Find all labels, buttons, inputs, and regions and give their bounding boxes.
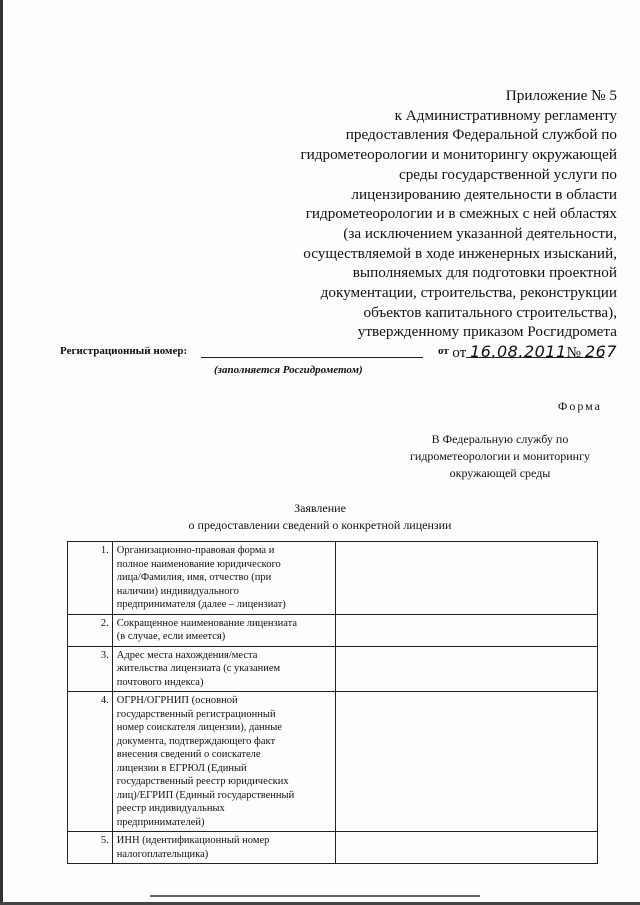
row-description-line: государственный регистрационный [116,708,276,720]
table-row [68,832,598,864]
appendix-line: Приложение № 5 [505,87,617,104]
row-value-cell[interactable] [335,692,597,832]
appendix-header [237,86,617,363]
table-row [68,646,598,692]
appendix-line: (за исключением указанной деятельности, [343,224,617,242]
appendix-line: к Административному регламенту [394,106,617,124]
appendix-line: предоставления Федеральной службой по [345,126,617,144]
row-description-line: лица/Фамилия, имя, отчество (при [116,572,272,583]
order-number-handwritten: 267 [584,342,617,362]
row-description [112,646,335,692]
scan-mark-bottom [150,895,480,897]
row-description [112,542,335,615]
registration-note: (заполняется Росгидрометом) [214,364,363,376]
table-row [68,692,598,832]
row-number: 2. [68,614,113,646]
row-description-line: ИНН (идентификационный номер [116,835,270,846]
row-description [112,614,335,646]
order-number-sign: № [566,344,582,362]
appendix-line: документации, строительства, реконструкции [320,284,617,302]
row-description-line: Адрес места нахождения/места [116,649,258,661]
statement-title: Заявление [294,501,346,515]
row-description-line: (в случае, если имеется) [116,631,226,642]
row-description-line: лиц)/ЕГРИП (Единый государственный [116,789,295,801]
addressee-line: окружающей среды [449,466,551,480]
row-value-cell[interactable] [335,646,597,692]
row-description-line: лицензии в ЕГРЮЛ (Единый [116,762,247,774]
row-description-line: почтового индекса) [116,676,204,688]
row-description-line: предпринимателя (далее – лицензиат) [116,599,286,610]
row-value-cell[interactable] [335,832,597,864]
row-description-line: предпринимателей) [116,816,205,828]
row-description-line: Организационно-правовая форма и [116,545,275,556]
appendix-line: гидрометеорологии и мониторингу окружающей [300,146,617,164]
forma-label: Форма [557,399,602,413]
appendix-line: выполняемых для подготовки проектной [352,264,617,282]
row-description-line: ОГРН/ОГРНИП (основной [116,695,238,706]
table-row [68,542,598,615]
row-number: 1. [68,542,113,615]
license-info-table [67,541,598,864]
registration-label: Регистрационный номер: [60,345,188,357]
order-date-handwritten: 16.08.2011 [470,342,567,362]
row-description-line: наличии) индивидуального [116,585,239,597]
row-description-line: полное наименование юридического [116,558,281,570]
addressee-block [400,431,600,482]
row-number: 3. [68,646,113,692]
addressee-line: В Федеральную службу по [431,432,569,446]
row-description-line: жительства лицензиата (с указанием [116,663,281,674]
row-description-line: реестр индивидуальных [116,803,225,814]
row-description-line: государственный реестр юридических [116,776,289,787]
row-description [112,692,335,832]
table-row [68,614,598,646]
scan-edge-left [0,0,3,905]
row-number: 5. [68,832,113,864]
addressee-line: гидрометеорологии и мониторингу [409,449,591,463]
registration-date-field[interactable] [466,357,604,358]
row-number: 4. [68,692,113,832]
row-description-line: документа, подтверждающего факт [116,735,276,747]
order-prefix: от [452,344,467,362]
row-description-line: Сокращенное наименование лицензиата [116,617,298,629]
appendix-line: объектов капитального строительства), [363,303,617,321]
registration-from-label: от [438,345,449,357]
appendix-line: среды государственной услуги по [398,165,617,183]
row-description-line: внесения сведений о соискателе [116,749,261,760]
registration-number-field[interactable] [201,357,423,358]
registration-row [60,343,620,383]
row-value-cell[interactable] [335,542,597,615]
row-description [112,832,335,864]
appendix-line: утвержденному приказом Росгидромета [357,323,617,341]
appendix-line: лицензированию деятельности в области [351,185,617,203]
appendix-line: гидрометеорологии и в смежных с ней областях [305,205,617,223]
row-description-line: налогоплательщика) [116,848,209,860]
appendix-line: осуществляемой в ходе инженерных изысканий, [303,244,617,262]
statement-heading [120,500,520,534]
statement-subtitle: о предоставлении сведений о конкретной лицензии [188,518,452,532]
row-value-cell[interactable] [335,614,597,646]
row-description-line: номер соискателя лицензии), данные [116,722,282,733]
